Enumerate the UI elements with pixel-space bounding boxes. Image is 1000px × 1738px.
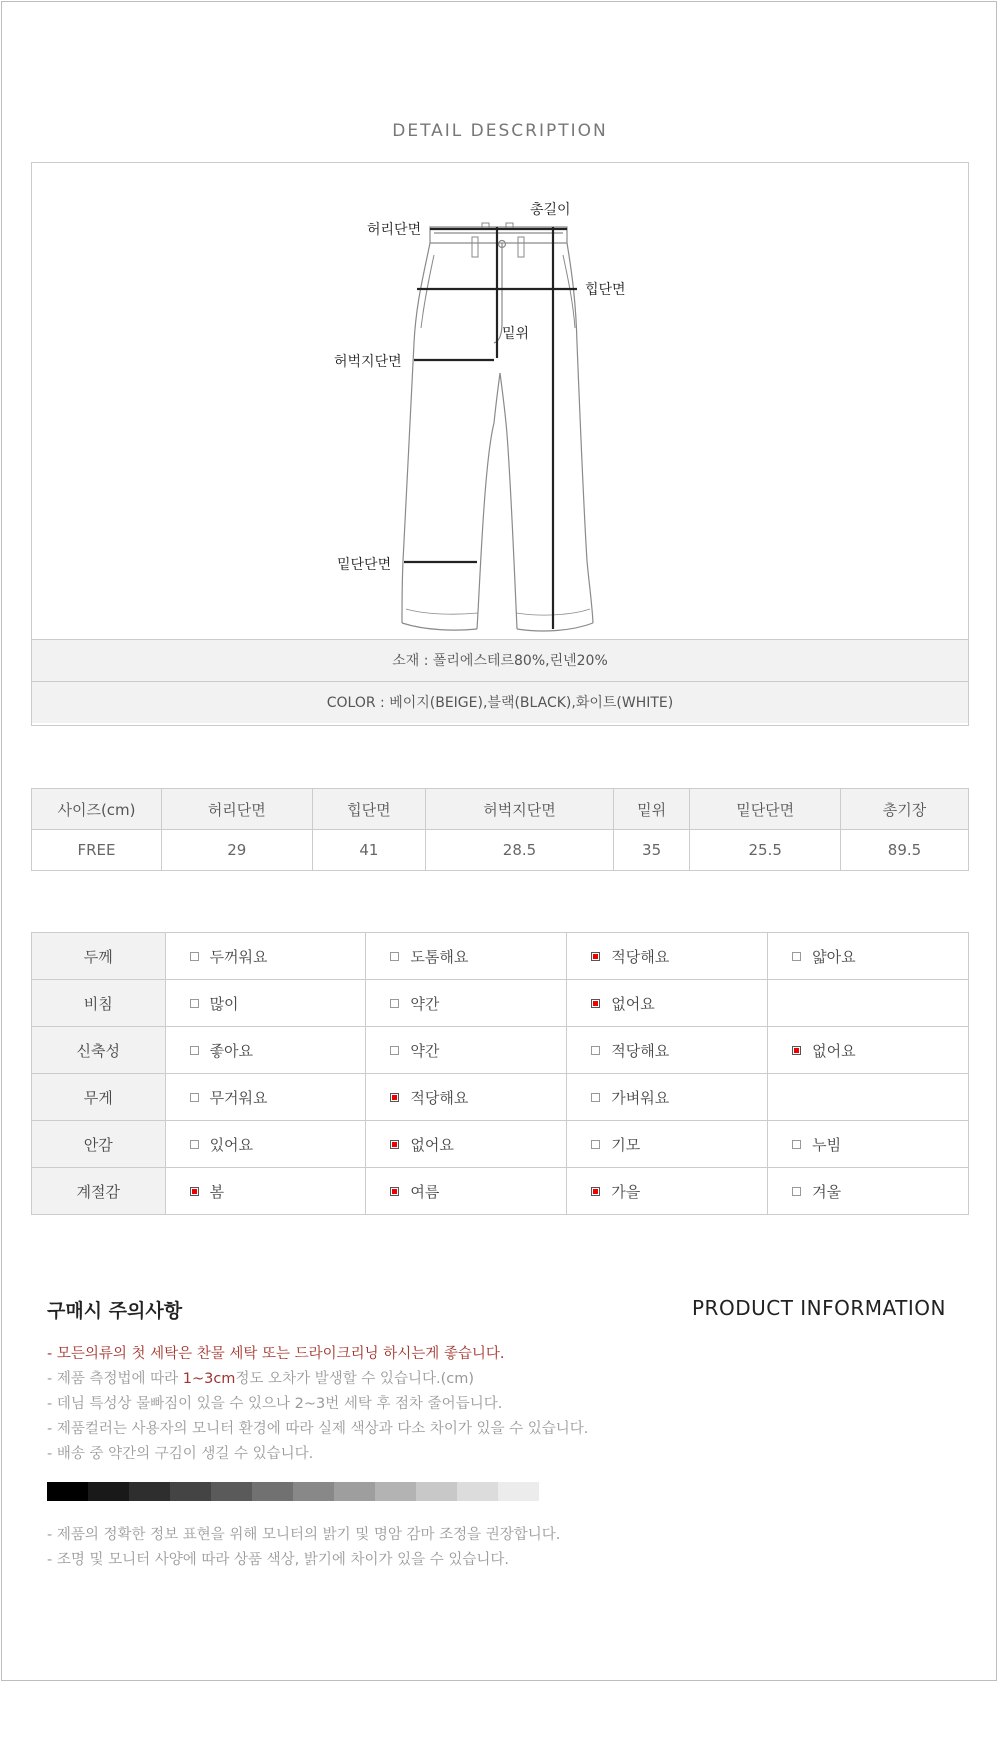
size-cell: 28.5 [426,830,614,871]
feature-option-label: 무거워요 [209,1088,268,1107]
feature-option-label: 약간 [410,994,440,1013]
size-cell: 25.5 [690,830,841,871]
feature-option-label: 얇아요 [812,947,856,966]
unchecked-box-icon [591,1093,600,1102]
size-cell: 89.5 [841,830,969,871]
feature-option [366,933,567,980]
pants-diagram [32,163,968,639]
feature-option [165,1027,366,1074]
label-thigh: 허벅지단면 [334,354,402,370]
feature-option-label: 없어요 [812,1041,856,1060]
table-row [32,933,969,980]
notice-line [47,1367,588,1392]
feature-option [366,1074,567,1121]
label-hem: 밑단단면 [337,557,392,573]
feature-option [567,1168,768,1215]
feature-option-label: 기모 [611,1135,641,1154]
size-col-header: 밑단단면 [690,789,841,830]
feature-option-label: 약간 [410,1041,440,1060]
notice-line: - 제품의 정확한 정보 표현을 위해 모니터의 밝기 및 명암 감마 조정을 권장합니다. [47,1527,561,1543]
grayscale-swatch [375,1482,416,1501]
feature-option [567,1027,768,1074]
unchecked-box-icon [390,952,399,961]
feature-option [165,980,366,1027]
label-waist: 허리단면 [367,222,422,238]
unchecked-box-icon [190,1140,199,1149]
feature-option-label: 적당해요 [611,947,670,966]
feature-option-label: 봄 [209,1182,225,1201]
feature-option [366,1121,567,1168]
feature-option [768,1027,969,1074]
size-table-header-row [32,789,969,830]
notice-list [47,1342,588,1467]
feature-option-label: 적당해요 [410,1088,469,1107]
table-row [32,1074,969,1121]
table-row [32,1168,969,1215]
grayscale-swatch [211,1482,252,1501]
size-col-header: 허벅지단면 [426,789,614,830]
grayscale-swatch [252,1482,293,1501]
notice-line: - 조명 및 모니터 사양에 따라 상품 색상, 밝기에 차이가 있을 수 있습니다. [47,1552,509,1568]
unchecked-box-icon [190,999,199,1008]
table-row [32,1121,969,1168]
size-cell: FREE [32,830,162,871]
feature-option-label: 많이 [209,994,239,1013]
notice-line: - 배송 중 약간의 구김이 생길 수 있습니다. [47,1446,314,1462]
grayscale-swatch [334,1482,375,1501]
section-title: DETAIL DESCRIPTION [392,121,608,141]
feature-option-label: 여름 [410,1182,440,1201]
unchecked-box-icon [792,952,801,961]
notice-line-highlight: 1~3cm [182,1371,236,1387]
feature-option-label: 있어요 [209,1135,254,1154]
feature-option-label: 겨울 [812,1182,842,1201]
feature-option-label: 도톰해요 [410,947,469,966]
feature-option [165,1074,366,1121]
feature-table [31,932,969,1215]
feature-option-label: 누빔 [812,1135,842,1154]
size-cell: 41 [312,830,426,871]
checked-box-icon [390,1140,399,1149]
notice-line: - 데님 특성상 물빠짐이 있을 수 있으나 2~3번 세탁 후 점차 줄어듭니다. [47,1396,503,1412]
feature-option-label: 두꺼워요 [209,947,268,966]
product-info-title: PRODUCT INFORMATION [692,1296,946,1320]
unchecked-box-icon [591,1046,600,1055]
label-total-length: 총길이 [530,202,571,218]
size-col-header: 사이즈(cm) [32,789,162,830]
table-row [32,1027,969,1074]
feature-option [165,1168,366,1215]
notice-line-text: 정도 오차가 발생할 수 있습니다.(cm) [235,1371,474,1387]
feature-option-label: 가을 [611,1182,641,1201]
checked-box-icon [390,1187,399,1196]
feature-name: 두께 [32,933,166,980]
unchecked-box-icon [190,1093,199,1102]
feature-option [567,980,768,1027]
material-row: 소재 : 폴리에스테르80%,린넨20% [32,639,968,681]
unchecked-box-icon [792,1187,801,1196]
feature-option [768,1168,969,1215]
feature-option-label: 없어요 [611,994,655,1013]
feature-name: 안감 [32,1121,166,1168]
feature-option [366,980,567,1027]
unchecked-box-icon [190,1046,199,1055]
color-row: COLOR : 베이지(BEIGE),블랙(BLACK),화이트(WHITE) [32,681,968,723]
feature-option [366,1168,567,1215]
size-table [31,788,969,871]
feature-option [567,933,768,980]
grayscale-swatch [498,1482,539,1501]
feature-name: 신축성 [32,1027,166,1074]
feature-option-label: 없어요 [410,1135,454,1154]
feature-option-label: 좋아요 [209,1041,254,1060]
unchecked-box-icon [190,952,199,961]
notice-title: 구매시 주의사항 [47,1300,183,1322]
label-hip: 힙단면 [585,282,626,298]
feature-option [165,933,366,980]
unchecked-box-icon [792,1140,801,1149]
feature-option [768,1121,969,1168]
size-col-header: 힙단면 [312,789,426,830]
grayscale-swatch [47,1482,88,1501]
grayscale-swatch [457,1482,498,1501]
feature-option [165,1121,366,1168]
monitor-notice-list [47,1523,560,1573]
table-row [32,830,969,871]
feature-option [567,1074,768,1121]
size-diagram-box [31,162,969,726]
feature-name: 무게 [32,1074,166,1121]
notice-line: - 모든의류의 첫 세탁은 찬물 세탁 또는 드라이크리닝 하시는게 좋습니다. [47,1346,505,1362]
grayscale-swatch [88,1482,129,1501]
size-cell: 35 [613,830,690,871]
grayscale-swatch [293,1482,334,1501]
checked-box-icon [390,1093,399,1102]
feature-name: 비침 [32,980,166,1027]
table-row [32,980,969,1027]
feature-option-label: 가벼워요 [611,1088,670,1107]
size-col-header: 밑위 [613,789,690,830]
label-rise: 밑위 [502,326,530,342]
feature-name: 계절감 [32,1168,166,1215]
checked-box-icon [591,999,600,1008]
grayscale-swatch [416,1482,457,1501]
checked-box-icon [792,1046,801,1055]
feature-option [366,1027,567,1074]
unchecked-box-icon [591,1140,600,1149]
grayscale-bar [47,1482,539,1501]
feature-option [567,1121,768,1168]
checked-box-icon [190,1187,199,1196]
pants-illustration [32,163,968,639]
grayscale-swatch [170,1482,211,1501]
checked-box-icon [591,952,600,961]
size-col-header: 총기장 [841,789,969,830]
size-cell: 29 [162,830,313,871]
feature-option-label: 적당해요 [611,1041,670,1060]
grayscale-swatch [129,1482,170,1501]
checked-box-icon [591,1187,600,1196]
notice-line-text: - 제품 측정법에 따라 [47,1371,183,1387]
unchecked-box-icon [390,999,399,1008]
notice-line: - 제품컬러는 사용자의 모니터 환경에 따라 실제 색상과 다소 차이가 있을 수 있습니다. [47,1421,589,1437]
unchecked-box-icon [390,1046,399,1055]
size-col-header: 허리단면 [162,789,313,830]
feature-option [768,980,969,1027]
feature-option [768,1074,969,1121]
feature-option [768,933,969,980]
